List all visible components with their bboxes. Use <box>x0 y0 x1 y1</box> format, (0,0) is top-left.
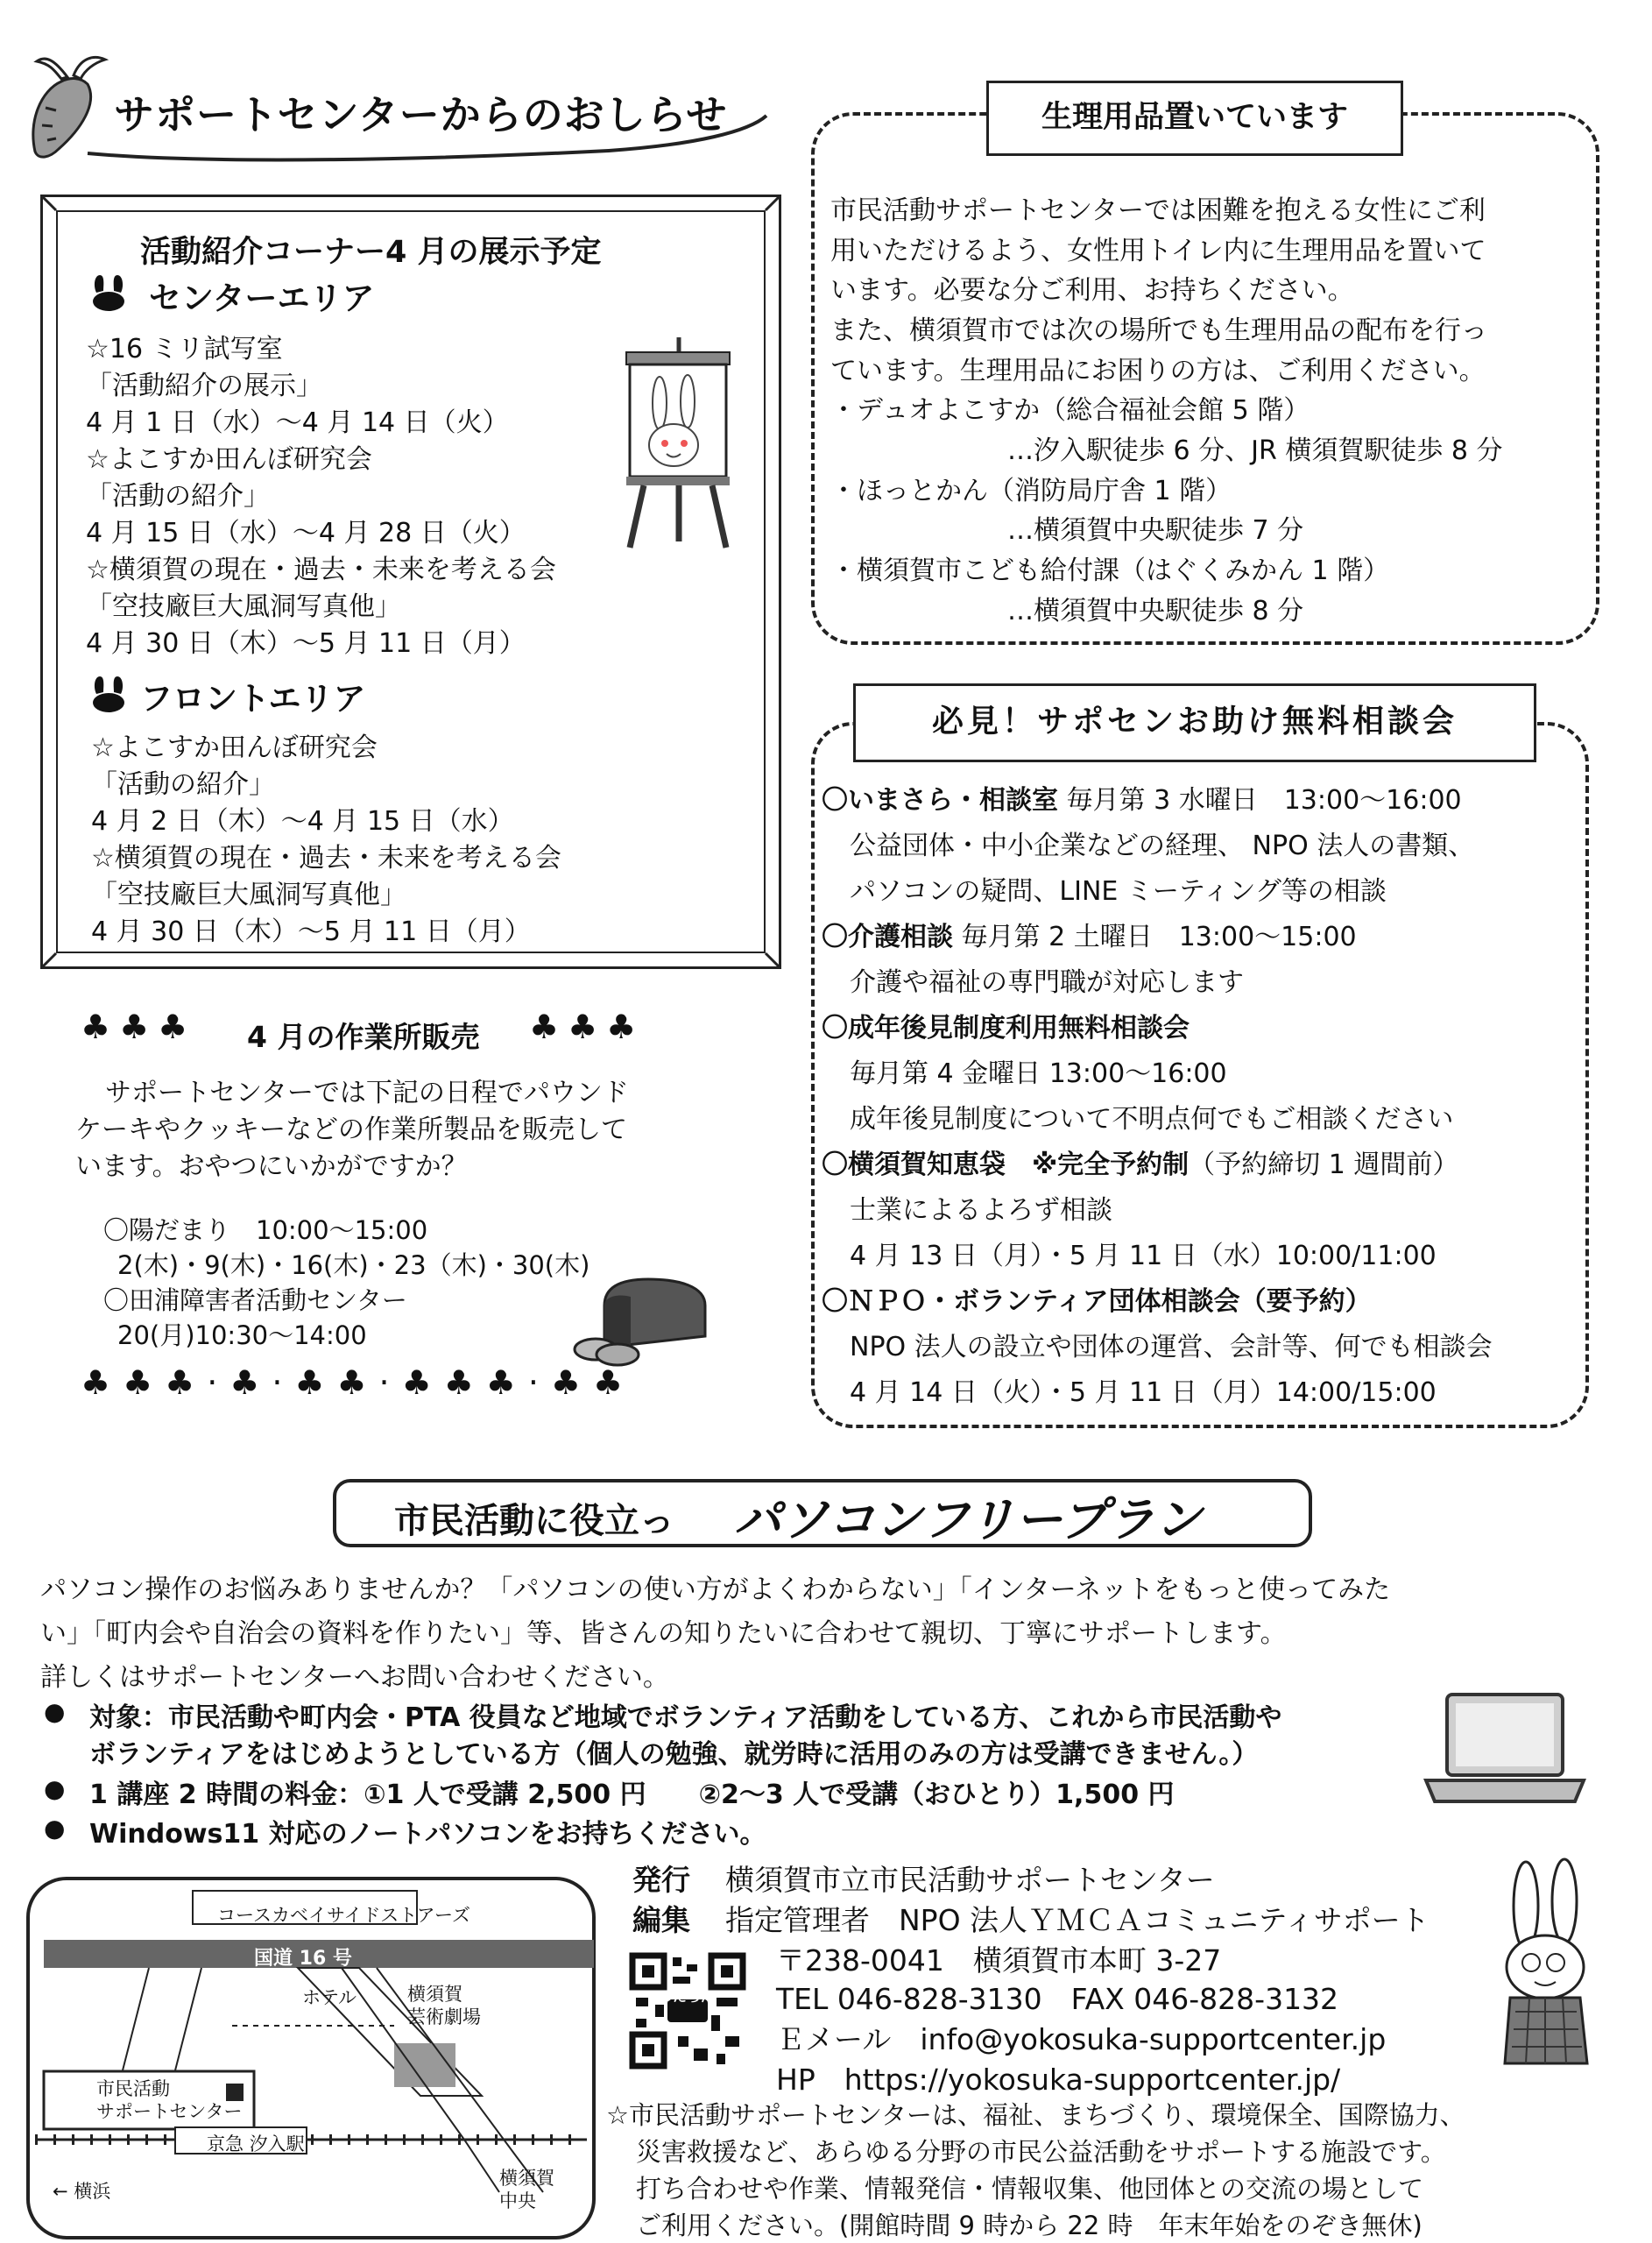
bread-illustration <box>569 1270 718 1367</box>
homepage-link[interactable]: HP https://yokosuka-supportcenter.jp/ <box>776 2063 1341 2097</box>
consult-detail: 成年後見制度について不明点何でもご相談ください <box>850 1104 1454 1135</box>
sanitary-line: います。必要な分ご利用、お持ちください。 <box>830 275 1354 306</box>
sanitary-line: ・横須賀市こども給付課（はぐくみかん 1 階） <box>830 555 1390 586</box>
rabbit-icon <box>88 675 130 713</box>
consult-item-name: 〇いまさら・相談室 毎月第 3 水曜日 13:00～16:00 <box>822 785 1462 816</box>
map-label-station: 京急 汐入駅 <box>207 2133 305 2155</box>
pcplan-bullet: ボランティアをはじめようとしている方（個人の勉強、就労時に活用のみの方は受講できません。） <box>89 1739 1259 1770</box>
map-label-store: コースカベイサイドストアーズ <box>217 1905 470 1926</box>
pcplan-title-a: 市民活動に役立っ <box>394 1501 674 1541</box>
rabbit-icon <box>88 273 130 312</box>
pcplan-intro: い」「町内会や自治会の資料を作りたい」等、皆さんの知りたいに合わせて親切、丁寧にサポートします。 <box>40 1618 1287 1649</box>
sanitary-line: ています。生理用品にお困りの方は、ご利用ください。 <box>830 356 1486 386</box>
footer-line: ご利用ください。(開館時間 9 時から 22 時 年末年始をのぞき無休) <box>636 2211 1423 2240</box>
consult-title: 必見！サポセンお助け無料相談会 <box>853 683 1536 762</box>
consult-detail: 4 月 14 日（火）・5 月 11 日（月）14:00/15:00 <box>850 1377 1437 1408</box>
sanitary-line: 用いただけるよう、女性用トイレ内に生理用品を置いて <box>830 236 1486 266</box>
sales-item: 20(月)10:30～14:00 <box>117 1320 367 1350</box>
map-label-right: 横須賀 <box>499 2168 554 2189</box>
front-area-title: フロントエリア <box>140 680 366 718</box>
center-area-line: 4 月 1 日（水）～4 月 14 日（火） <box>86 407 509 438</box>
sales-intro: います。おやつにいかがですか？ <box>75 1151 468 1182</box>
front-area-line: 「空技廠巨大風洞写真他」 <box>91 880 406 910</box>
front-area-line: ☆よこすか田んぼ研究会 <box>91 732 378 763</box>
qr-code-icon <box>629 1952 746 2070</box>
sanitary-line: ・デュオよこすか（総合福祉会館 5 階） <box>830 395 1310 426</box>
pcplan-intro: パソコン操作のお悩みありませんか？「パソコンの使い方がよくわからない」「インターネットをもっと使ってみた <box>40 1574 1391 1605</box>
sales-item: 2(木)・9(木)・16(木)・23（木)・30(木) <box>117 1250 590 1280</box>
clover-row-bottom: ♣♣♣·♣·♣♣·♣♣♣·♣♣ <box>81 1363 636 1402</box>
sanitary-title: 生理用品置いています <box>986 81 1403 156</box>
pcplan-bullet: 1 講座 2 時間の料金：①1 人で受講 2,500 円 ②2～3 人で受講（おひとり）1,500 円 <box>89 1780 1175 1810</box>
pcplan-bullet: 対象：市民活動や町内会・PTA 役員など地域でボランティア活動をしている方、これから市民活動や <box>89 1702 1282 1733</box>
center-area-title: センターエリア <box>149 279 375 317</box>
qr-caption: のたろん <box>659 1988 716 2005</box>
issuer: 横須賀市立市民活動サポートセンター <box>725 1863 1215 1897</box>
map-label-right: 中央 <box>499 2190 536 2211</box>
consult-detail: NPO 法人の設立や団体の運営、会計等、何でも相談会 <box>850 1332 1493 1362</box>
consult-item-name: 〇横須賀知恵袋 ※完全予約制（予約締切 1 週間前） <box>822 1150 1459 1180</box>
map-label-theater: 横須賀 <box>407 1984 462 2005</box>
consult-item-name: 〇介護相談 毎月第 2 土曜日 13:00～15:00 <box>822 922 1357 952</box>
bullet-icon: ● <box>44 1774 66 1803</box>
map-label-center: 市民活動 <box>96 2078 170 2099</box>
sales-intro: サポートセンターでは下記の日程でパウンド <box>105 1078 629 1108</box>
front-area-line: 4 月 2 日（木）～4 月 15 日（水） <box>91 806 514 837</box>
clover-row-left: ♣♣♣ <box>81 1008 197 1046</box>
issuer-label: 発行 <box>632 1863 690 1897</box>
consult-item-name: 〇ＮＰＯ・ボランティア団体相談会（要予約） <box>822 1286 1372 1317</box>
sanitary-line: …汐入駅徒歩 6 分、JR 横須賀駅徒歩 8 分 <box>1007 435 1503 466</box>
map-label-theater: 芸術劇場 <box>407 2006 481 2027</box>
front-area-line: 4 月 30 日（木）～5 月 11 日（月） <box>91 916 531 947</box>
sales-item: 〇陽だまり 10:00～15:00 <box>103 1215 428 1245</box>
center-area-line: 「活動紹介の展示」 <box>86 371 322 401</box>
center-area-line: 「活動の紹介」 <box>86 481 270 512</box>
sanitary-line: また、横須賀市では次の場所でも生理用品の配布を行っ <box>830 315 1487 346</box>
sanitary-line: …横須賀中央駅徒歩 7 分 <box>1007 515 1304 546</box>
center-area-line: ☆よこすか田んぼ研究会 <box>86 444 372 475</box>
front-area-line: ☆横須賀の現在・過去・未来を考える会 <box>91 843 561 874</box>
consult-detail: 公益団体・中小企業などの経理、 NPO 法人の書類、 <box>850 831 1475 861</box>
consult-detail: 介護や福祉の専門職が対応します <box>850 967 1244 998</box>
pcplan-intro: 詳しくはサポートセンターへお問い合わせください。 <box>40 1662 669 1693</box>
sanitary-line: ・ほっとかん（消防局庁舎 1 階） <box>830 476 1232 506</box>
postal-address: 〒238-0041 横須賀市本町 3-27 <box>776 1943 1222 1978</box>
center-area-line: 4 月 15 日（水）～4 月 28 日（火） <box>86 518 526 548</box>
map-label-route: 国道 16 号 <box>254 1948 352 1970</box>
phone-fax: TEL 046-828-3130 FAX 046-828-3132 <box>776 1982 1339 2016</box>
map-label-hotel: ホテル <box>302 1987 357 2008</box>
easel-rabbit-illustration <box>618 333 740 552</box>
center-area-line: ☆横須賀の現在・過去・未来を考える会 <box>86 555 556 585</box>
consult-item-name: 〇成年後見制度利用無料相談会 <box>822 1013 1190 1044</box>
clover-row-right: ♣♣♣ <box>529 1008 646 1046</box>
mascot-rabbit-illustration <box>1480 1857 1612 2068</box>
consult-detail: 士業によるよろず相談 <box>850 1195 1112 1226</box>
pcplan-title-b: パソコンフリープラン <box>734 1492 1203 1547</box>
center-area-line: 「空技廠巨大風洞写真他」 <box>86 591 401 622</box>
editor-label: 編集 <box>632 1903 690 1937</box>
consult-detail: 毎月第 4 金曜日 13:00～16:00 <box>850 1058 1227 1089</box>
header-underline <box>83 105 775 166</box>
consult-detail: 4 月 13 日（月）・5 月 11 日（水）10:00/11:00 <box>850 1241 1437 1271</box>
map-label-left: ← 横浜 <box>53 2181 111 2202</box>
laptop-icon <box>1417 1689 1592 1812</box>
pcplan-bullet: Windows11 対応のノートパソコンをお持ちください。 <box>89 1819 766 1850</box>
center-area-line: ☆16 ミリ試写室 <box>86 334 283 364</box>
bullet-icon: ● <box>44 1814 66 1843</box>
footer-line: 打ち合わせや作業、情報発信・情報収集、他団体との交流の場として <box>636 2174 1424 2204</box>
sanitary-line: 市民活動サポートセンターでは困難を抱える女性にご利 <box>830 195 1486 226</box>
map-label-center: サポートセンター <box>96 2101 243 2122</box>
exhibit-heading: 活動紹介コーナー4 月の展示予定 <box>140 235 602 270</box>
email-link[interactable]: Ｅメール info@yokosuka-supportcenter.jp <box>776 2022 1387 2056</box>
bullet-icon: ● <box>44 1697 66 1726</box>
editor: 指定管理者 NPO 法人ＹＭＣＡコミュニティサポート <box>725 1903 1430 1937</box>
sales-title: 4 月の作業所販売 <box>247 1020 480 1054</box>
sales-item: 〇田浦障害者活動センター <box>103 1285 407 1315</box>
page-title: サポートセンターからのおしらせ <box>114 91 728 138</box>
sanitary-line: …横須賀中央駅徒歩 8 分 <box>1007 596 1304 626</box>
sales-intro: ケーキやクッキーなどの作業所製品を販売して <box>75 1114 627 1145</box>
footer-line: ☆市民活動サポートセンターは、福祉、まちづくり、環境保全、国際協力、 <box>606 2100 1465 2130</box>
front-area-line: 「活動の紹介」 <box>91 769 275 800</box>
footer-line: 災害救援など、あらゆる分野の市民公益活動をサポートする施設です。 <box>636 2137 1446 2167</box>
consult-detail: パソコンの疑問、LINE ミーティング等の相談 <box>850 876 1387 907</box>
center-area-line: 4 月 30 日（木）～5 月 11 日（月） <box>86 628 526 659</box>
